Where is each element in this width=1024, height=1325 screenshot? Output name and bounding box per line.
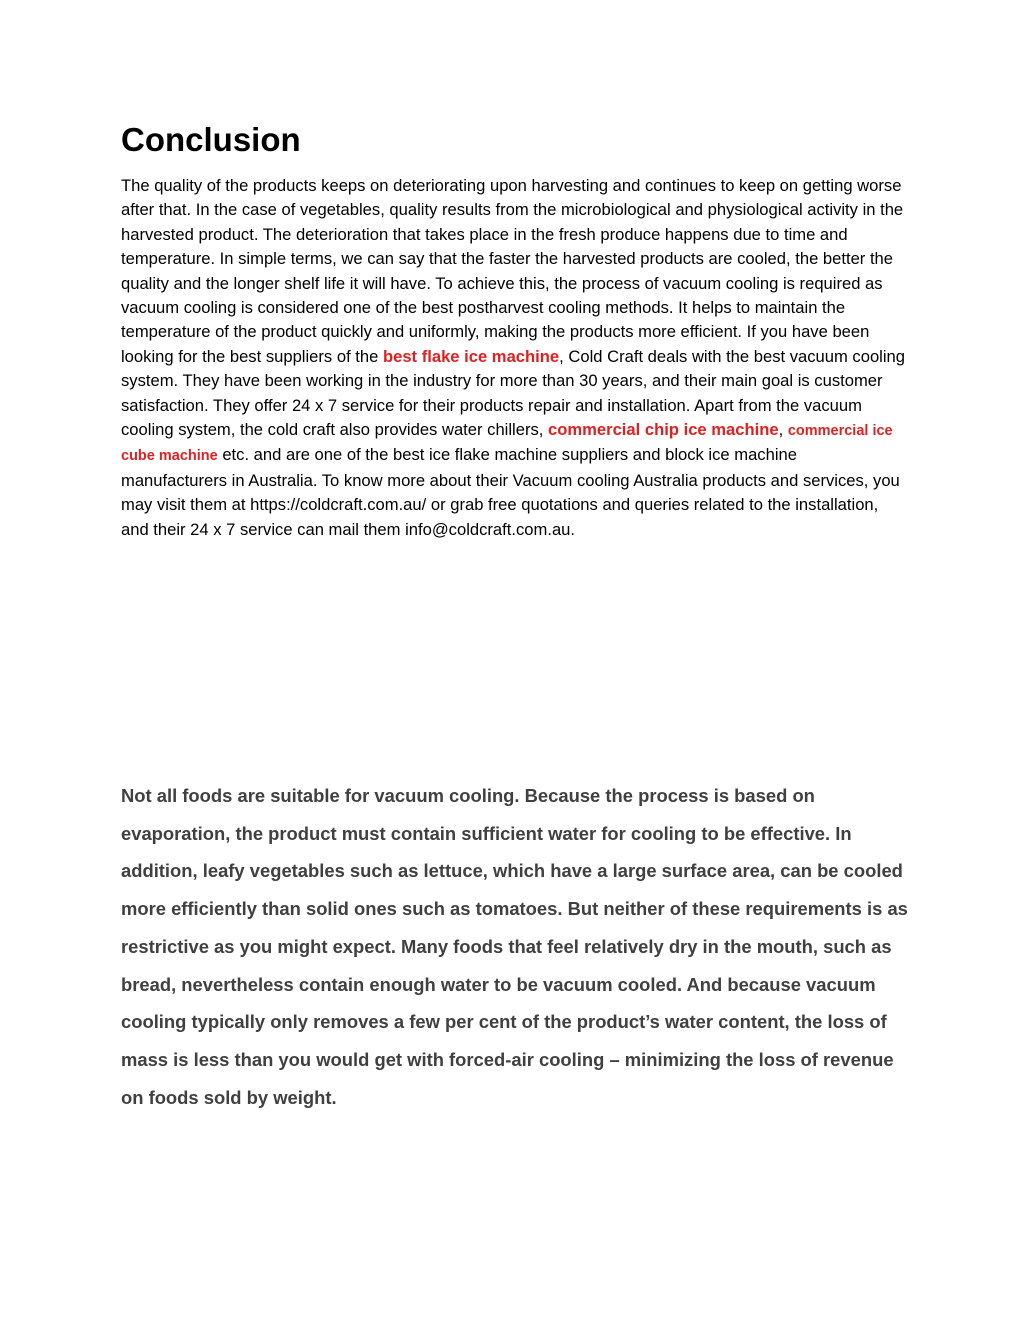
vacuum-cooling-notice: Not all foods are suitable for vacuum cooling. Because the process is based on evaporation, the product must contain sufficient water for cooling to be effective. In addition, leafy vegetables such as lettuce, which have a large surface area, can be cooled more efficiently than solid ones such as tomatoes. But neither of these requirements is as restrictive as you might expect. Many foods that feel relatively dry in the mouth, such as bread, nevertheless contain enough water to be vacuum cooled. And because vacuum cooling typically only removes a few per cent of the product’s water content, the loss of mass is less than you would get with forced-air cooling – minimizing the loss of revenue on foods sold by weight. [121,785,908,1108]
page-title: Conclusion [121,121,301,158]
paragraph-text-part-2: , Cold Craft deals with the best vacuum cooling system. They have been working in the industry for more than 30 years, and their main goal is customer satisfaction. They offer 24 x 7 service for their products repair and installation. Apart from the vacuum cooling system, the cold craft also provides water chillers, [121,346,906,440]
best-flake-ice-machine-link[interactable]: best flake ice machine [382,346,560,366]
conclusion-paragraph [121,174,906,542]
paragraph-text-part-3: etc. and are one of the best ice flake machine suppliers and block ice machine manufacturers in Australia. To know more about their Vacuum cooling Australia products and services, you may visit them at https://coldcraft.com.au/ or grab free quotations and queries related to the installation, and their 24 x 7 service can mail them info@coldcraft.com.au. [121,445,900,539]
link-separator: , [778,420,788,440]
paragraph-text-part-1: The quality of the products keeps on deteriorating upon harvesting and continues to keep on getting worse after that. In the case of vegetables, quality results from the microbiological and physiological activity in the harvested product. The deterioration that takes place in the fresh produce happens due to time and temperature. In simple terms, we can say that the faster the harvested products are cooled, the better the quality and the longer shelf life it will have. To achieve this, the process of vacuum cooling is required as vacuum cooling is considered one of the best postharvest cooling methods. It helps to maintain the temperature of the product quickly and uniformly, making the products more efficient. If you have been looking for the best suppliers of the [121,176,904,366]
commercial-chip-ice-machine-link[interactable]: commercial chip ice machine [548,420,779,440]
commercial-ice-cube-machine-link[interactable]: commercial ice cube machine [121,423,893,465]
